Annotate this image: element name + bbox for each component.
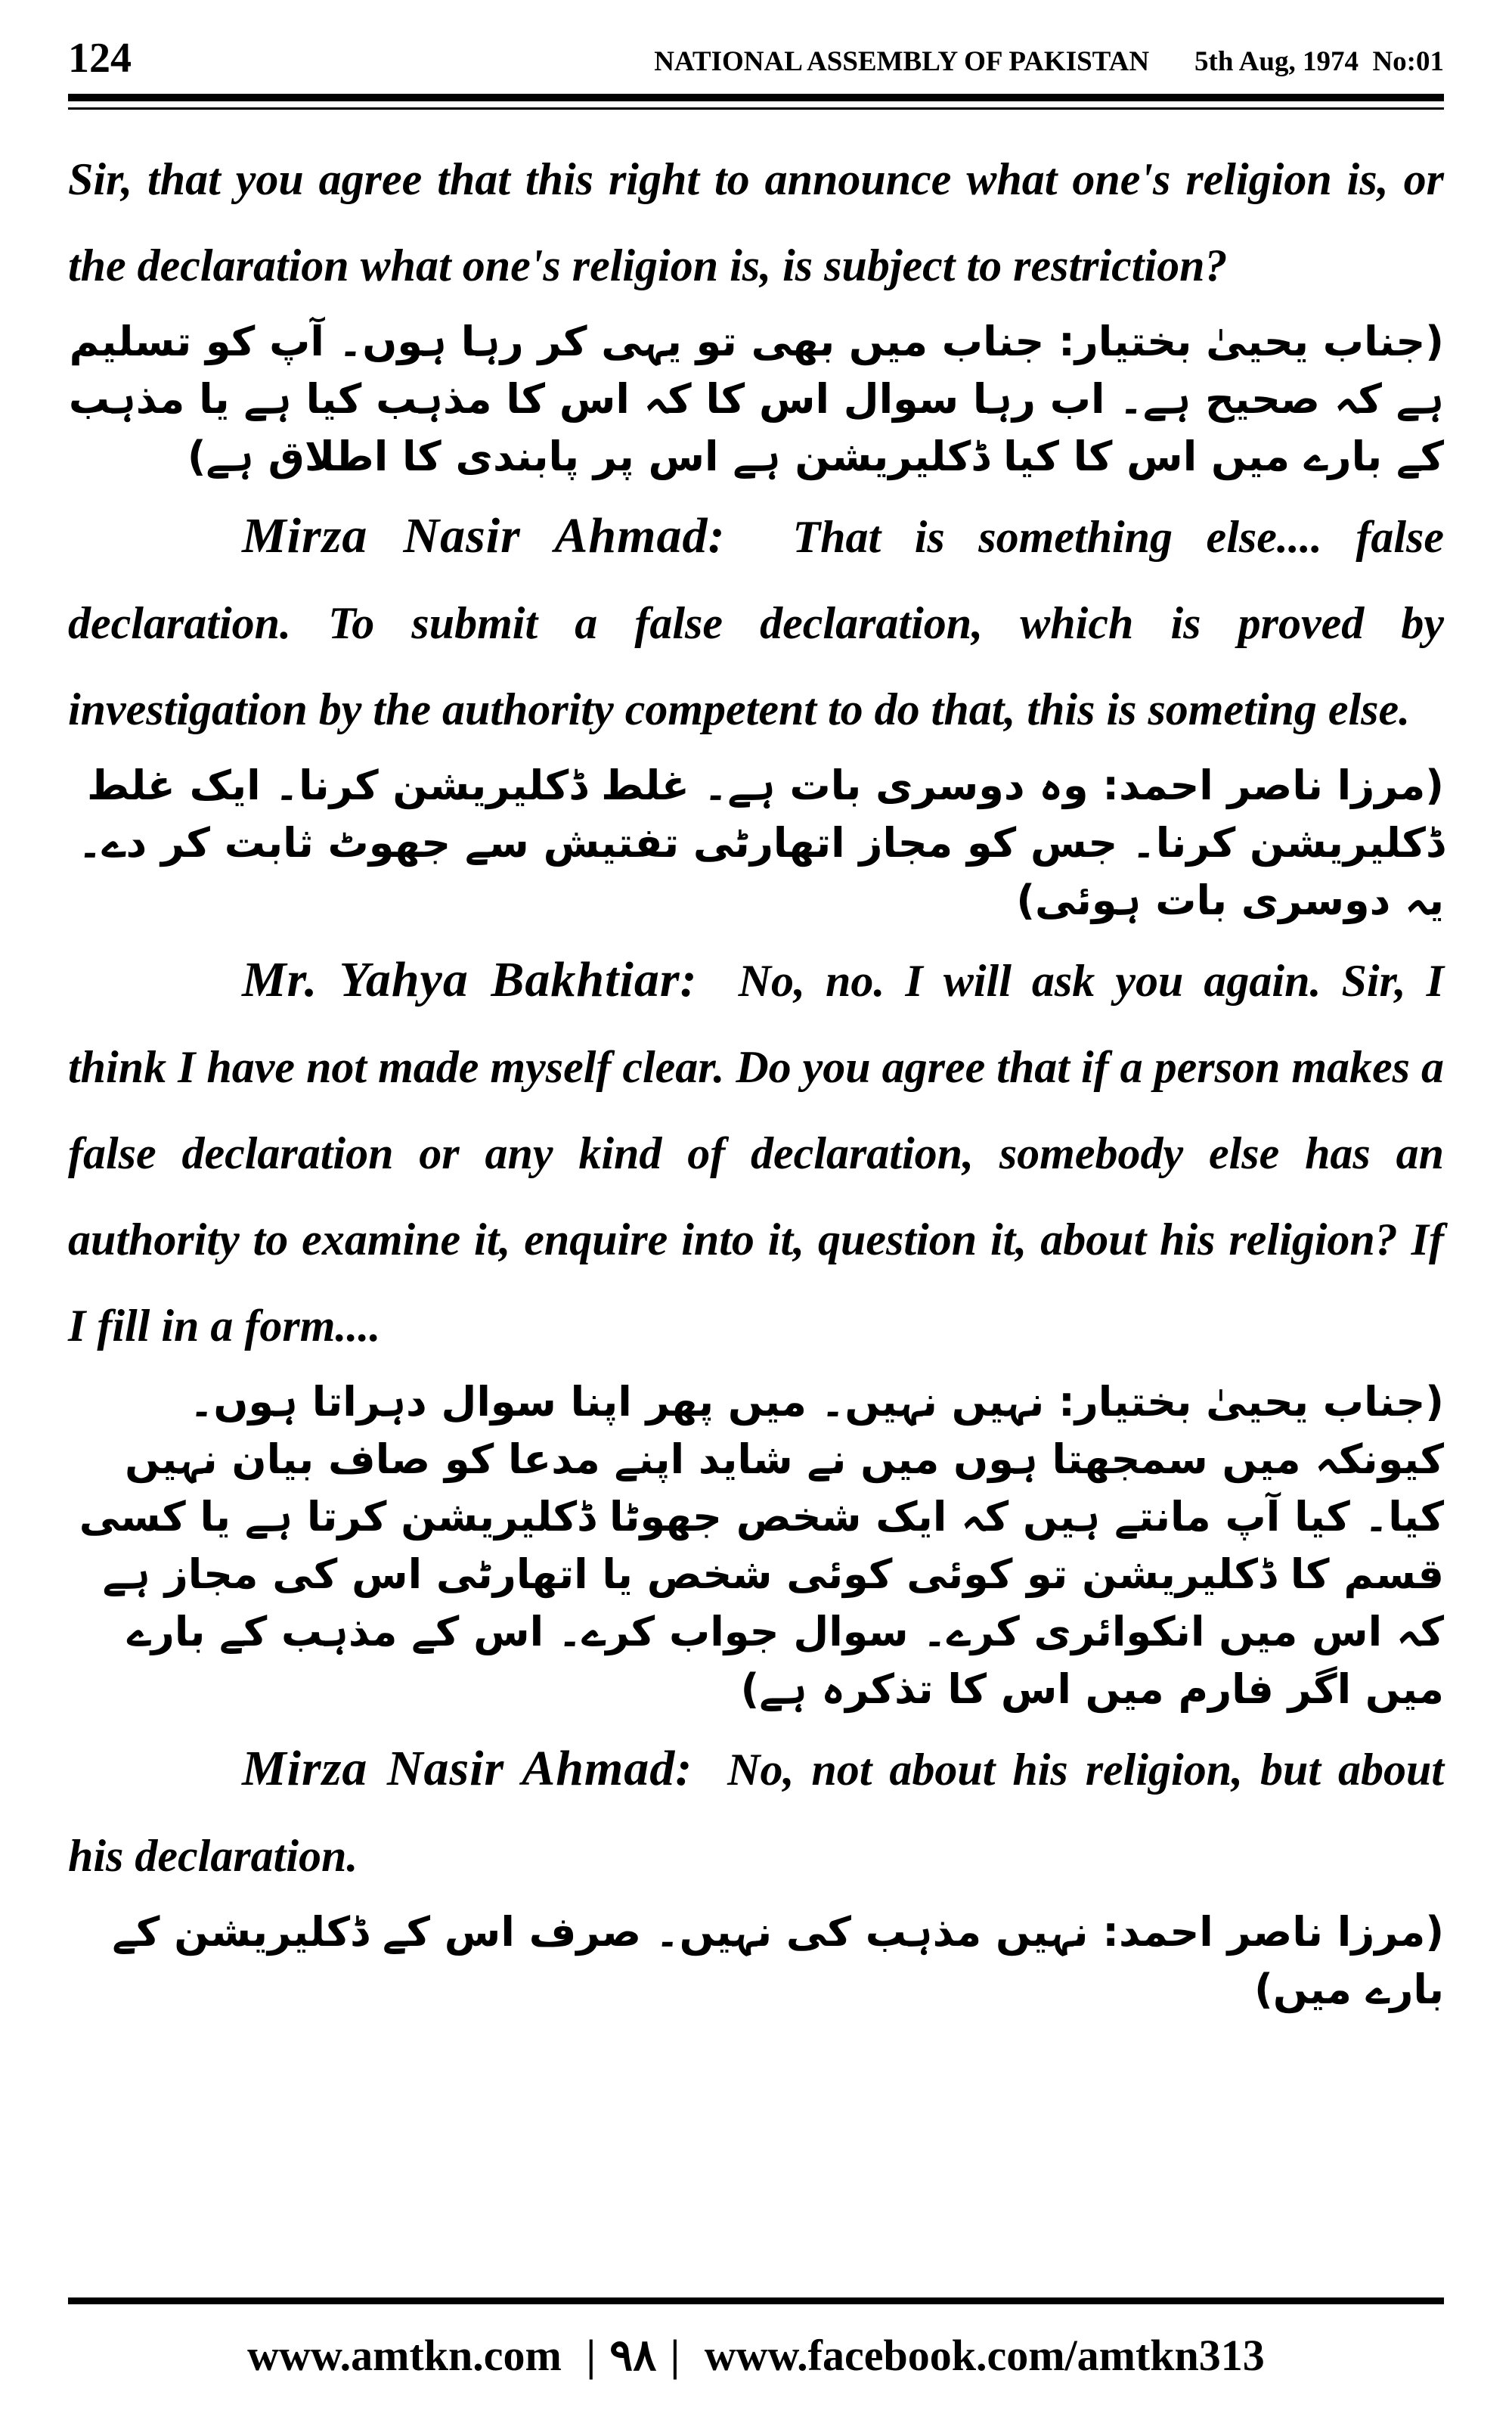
urdu-translation: (مرزا ناصر احمد: نہیں مذہب کی نہیں۔ صرف اس کے ڈکلیریشن کے بارے میں) [112,1908,1444,2013]
running-head [654,41,1444,83]
footer-rule [68,2297,1444,2304]
english-paragraph [68,937,1444,1369]
page-header [68,30,1444,91]
speech-text: No, not about his religion, but about his declaration. [68,1745,1445,1881]
footer-page-label: ۹۸ [609,2331,657,2380]
page-footer [68,2322,1444,2390]
page-number: 124 [68,35,132,82]
english-paragraph: Sir, that you agree that this right to announce what one's religion is, or the declaration what one's religion is, is subject to restriction? [68,154,1444,290]
urdu-translation: (جناب یحییٰ بختیار: نہیں نہیں۔ میں پھر اپنا سوال دہراتا ہوں۔ کیونکہ میں سمجھتا ہوں میں نے شاید اپنے مدعا کو صاف بیان نہیں کیا۔ کیا آپ مانتے ہیں کہ ایک شخص جھوٹا ڈکلیریشن کرتا ہے یا کسی قسم کا ڈکلیریشن تو کوئی کوئی شخص یا اتھارٹی اس کی مجاز ہے کہ اس میں انکوائری کرے۔ سوال جواب کرے۔ اس کے مذہب کے بارے میں اگر فارم میں اس کا تذکرہ ہے) [79,1378,1444,1713]
urdu-translation: (جناب یحییٰ بختیار: جناب میں بھی تو یہی کر رہا ہوں۔ آپ کو تسلیم ہے کہ صحیح ہے۔ اب رہا سوال اس کا کہ اس کا مذہب کیا ہے یا مذہب کے بارے میں اس کا کیا ڈکلیریشن ہے اس پر پابندی کا اطلاق ہے) [68,318,1444,480]
publication-title: NATIONAL ASSEMBLY OF PAKISTAN [654,46,1150,77]
footer-separator: | [670,2331,680,2380]
speaker-name: Mr. Yahya Bakhtiar: [242,952,698,1007]
transcript-body [68,136,1444,2026]
speech-text: That is something else.... false declaration. To submit a false declaration, which is proved by investigation by the authority competent to do that, this is someting else. [68,512,1445,734]
english-paragraph [68,1726,1444,1899]
speech-text: No, no. I will ask you again. Sir, I think I have not made myself clear. Do you agree that if a person makes a false declaration or any kind of declaration, somebody else has an authority to examine it, enquire into it, question it, about his religion? If I fill in a form.... [68,956,1444,1351]
header-rule-thick [68,94,1444,101]
speaker-name: Mirza Nasir Ahmad: [242,1741,693,1796]
footer-separator: | [586,2331,596,2380]
website-link[interactable]: www.amtkn.com [247,2331,562,2380]
facebook-link[interactable]: www.facebook.com/amtkn313 [704,2331,1265,2380]
header-rule-thin [68,107,1444,110]
issue-number: No:01 [1372,46,1444,77]
english-paragraph [68,493,1444,752]
speaker-name: Mirza Nasir Ahmad: [242,508,726,563]
urdu-translation: (مرزا ناصر احمد: وہ دوسری بات ہے۔ غلط ڈکلیریشن کرنا۔ ایک غلط ڈکلیریشن کرنا۔ جس کو مجاز اتھارٹی تفتیش سے جھوٹ ثابت کر دے۔ یہ دوسری بات ہوئی) [78,762,1444,924]
session-date: 5th Aug, 1974 [1194,46,1359,77]
